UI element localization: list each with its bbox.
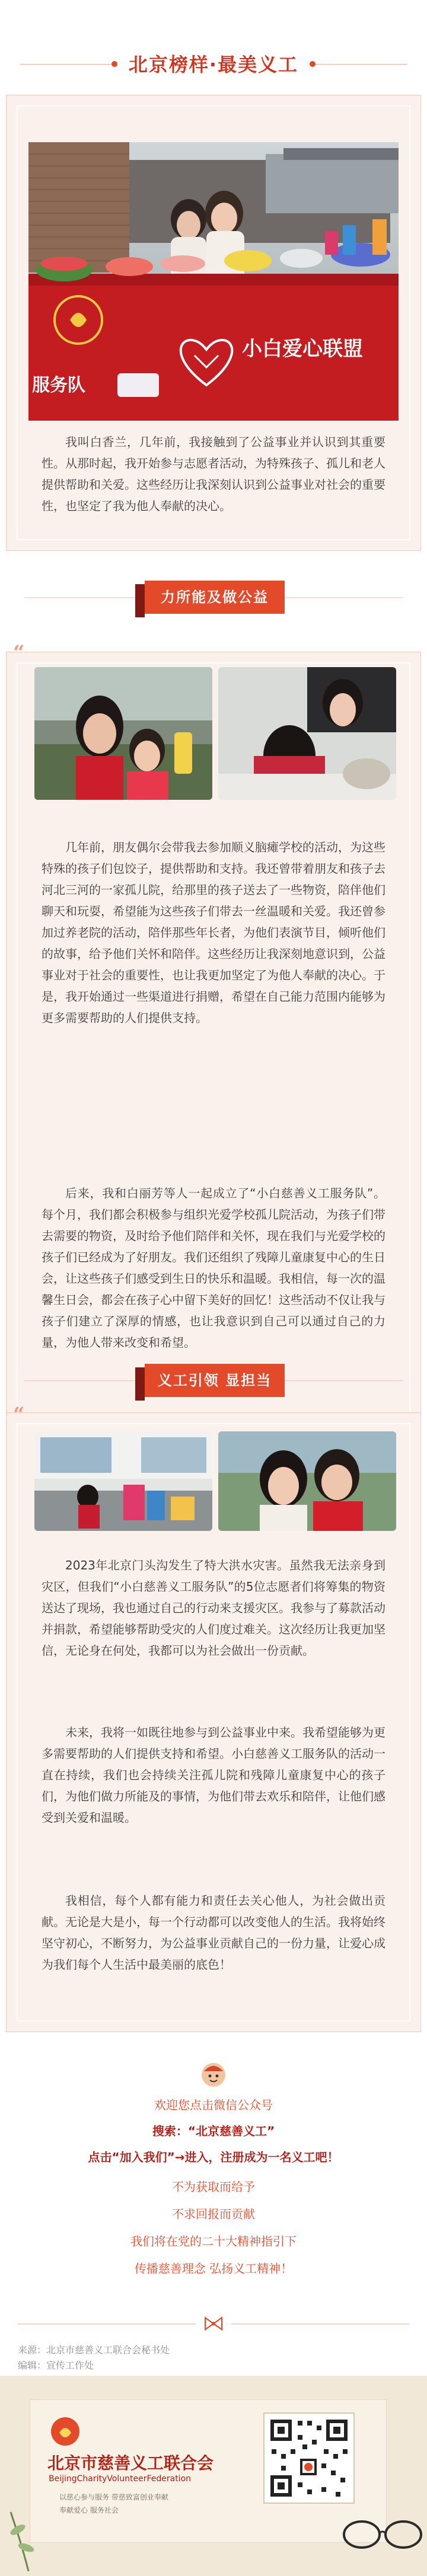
section2-paragraph-2: 未来，我将一如既往地参与到公益事业中来。我希望能够为更多需要帮助的人们提供支持和希望。小白慈善义工服务队的活动一直在持续，我们也会持续关注孤儿院和残障儿童康复中心的孩子们，为他们做力所能及的事情，为他们带去欢乐和陪伴，让他们感受到关爱和温暖。: [42, 1725, 385, 1825]
cta-line-1: 欢迎您点击微信公众号: [154, 2098, 273, 2112]
glasses-decoration: [338, 2507, 427, 2555]
cta-line-3: 点击“加入我们”→进入，注册成为一名义工吧！: [88, 2150, 339, 2164]
org-slogan-1: 以慈心参与服务 带慈致富创业奉献: [59, 2493, 168, 2501]
section1-badge: 力所能及做公益: [145, 581, 285, 614]
cta-line-4: 不为获取而给予: [172, 2180, 255, 2194]
section2-paragraph-3: 我相信，每个人都有能力和责任去关心他人，为社会做出贡献。无论是大是小，每一个行动都可以改变他人的生活。我将始终坚守初心，不断努力，为公益事业贡献自己的一份力量，让爱心成为我们每个人生活中最美丽的底色！: [42, 1893, 385, 1972]
credit-editor: 编辑：宣传工作处: [18, 2360, 94, 2371]
title-divider-left: [20, 64, 115, 65]
org-logo-icon: [50, 2416, 81, 2447]
section1-photo-left: [34, 667, 212, 800]
org-name: 北京市慈善义工联合会: [47, 2453, 214, 2473]
section2-badge: 义工引领 显担当: [145, 1364, 285, 1397]
cta-line-2: 搜索：“北京慈善义工”: [152, 2124, 275, 2138]
org-slogan-2: 奉献爱心 服务社会: [59, 2506, 119, 2514]
section2-badge-tail: [135, 1367, 145, 1401]
title-divider-right: [312, 64, 407, 65]
credit-source: 来源：北京市慈善义工联合会秘书处: [18, 2344, 170, 2356]
section2-paragraph-1: 2023年北京门头沟发生了特大洪水灾害。虽然我无法亲身到灾区，但我们“小白慈善义工服务队”的5位志愿者们将筹集的物资送达了现场，我也通过自己的行动来支援灾区。我参与了募款活动并捐款，希望能够帮助受灾的人们度过难关。这次经历让我更加坚信，无论身在何处，我都可以为社会做出一份贡献。: [42, 1558, 385, 1658]
plant-decoration: [5, 2506, 52, 2571]
banner-text: 小白爱心联盟: [242, 337, 363, 361]
cta-line-7: 传播慈善理念 弘扬义工精神！: [134, 2261, 293, 2276]
title-dot-right: [310, 61, 316, 67]
section1-photo-right: [218, 667, 396, 800]
title-dot-left: [111, 61, 117, 67]
banner-left-text: 服务队: [32, 375, 85, 396]
hero-photo: [28, 142, 399, 421]
section2-photo-left: [34, 1431, 212, 1531]
page-title: 北京榜样·最美义工: [128, 53, 299, 76]
cta-line-6: 我们将在党的二十大精神指引下: [130, 2234, 297, 2248]
org-name-en: BeijingCharityVolunteerFederation: [49, 2474, 192, 2484]
section1-paragraph-1: 几年前，朋友偶尔会带我去参加顺义脑瘫学校的活动，为这些特殊的孩子们包饺子，提供帮助和支持。我还曾带着朋友和孩子去河北三河的一家孤儿院，给那里的孩子送去了一些物资，陪伴他们聊天和玩耍，希望能为这些孩子们带去一丝温暖和关爱。我还曾参加过养老院的活动，陪伴那些年长者，为他们表演节目，倾听他们的故事，给予他们关怀和陪伴。这些经历让我深刻地意识到，公益事业对于社会的重要性，也让我更加坚定了为他人奉献的决心。于是，我开始通过一些渠道进行捐赠，希望在自己能力范围内能够为更多需要帮助的人们提供支持。: [42, 840, 385, 1025]
qr-code[interactable]: [263, 2412, 355, 2504]
cta-line-5: 不求回报而贡献: [172, 2207, 255, 2221]
bow-icon: [203, 2315, 224, 2332]
mascot-icon: [200, 2062, 227, 2088]
section2-photo-right: [218, 1431, 396, 1531]
intro-paragraph: 我叫白香兰，几年前，我接触到了公益事业并认识到其重要性。从那时起，我开始参与志愿者活动，为特殊孩子、孤儿和老人提供帮助和关爱。这些经历让我深刻认识到公益事业对社会的重要性，也坚定了我为他人奉献的决心。: [42, 435, 385, 513]
section1-badge-tail: [135, 584, 145, 617]
section1-paragraph-2: 后来，我和白丽芳等人一起成立了“小白慈善义工服务队”。每个月，我们都会积极参与组织光爱学校孤儿院活动，为孩子们带去需要的物资，及时给予他们陪伴和关怀，现在我们与光爱学校的孩子们已经成为了好朋友。我们还组织了残障儿童康复中心的生日会，让这些孩子们感受到生日的快乐和温暖。我相信，每一次的温馨生日会，都会在孩子心中留下美好的回忆！这些活动不仅让我与孩子们建立了深厚的情感，也让我意识到自己可以通过自己的力量，为他人带来改变和希望。: [42, 1186, 385, 1350]
